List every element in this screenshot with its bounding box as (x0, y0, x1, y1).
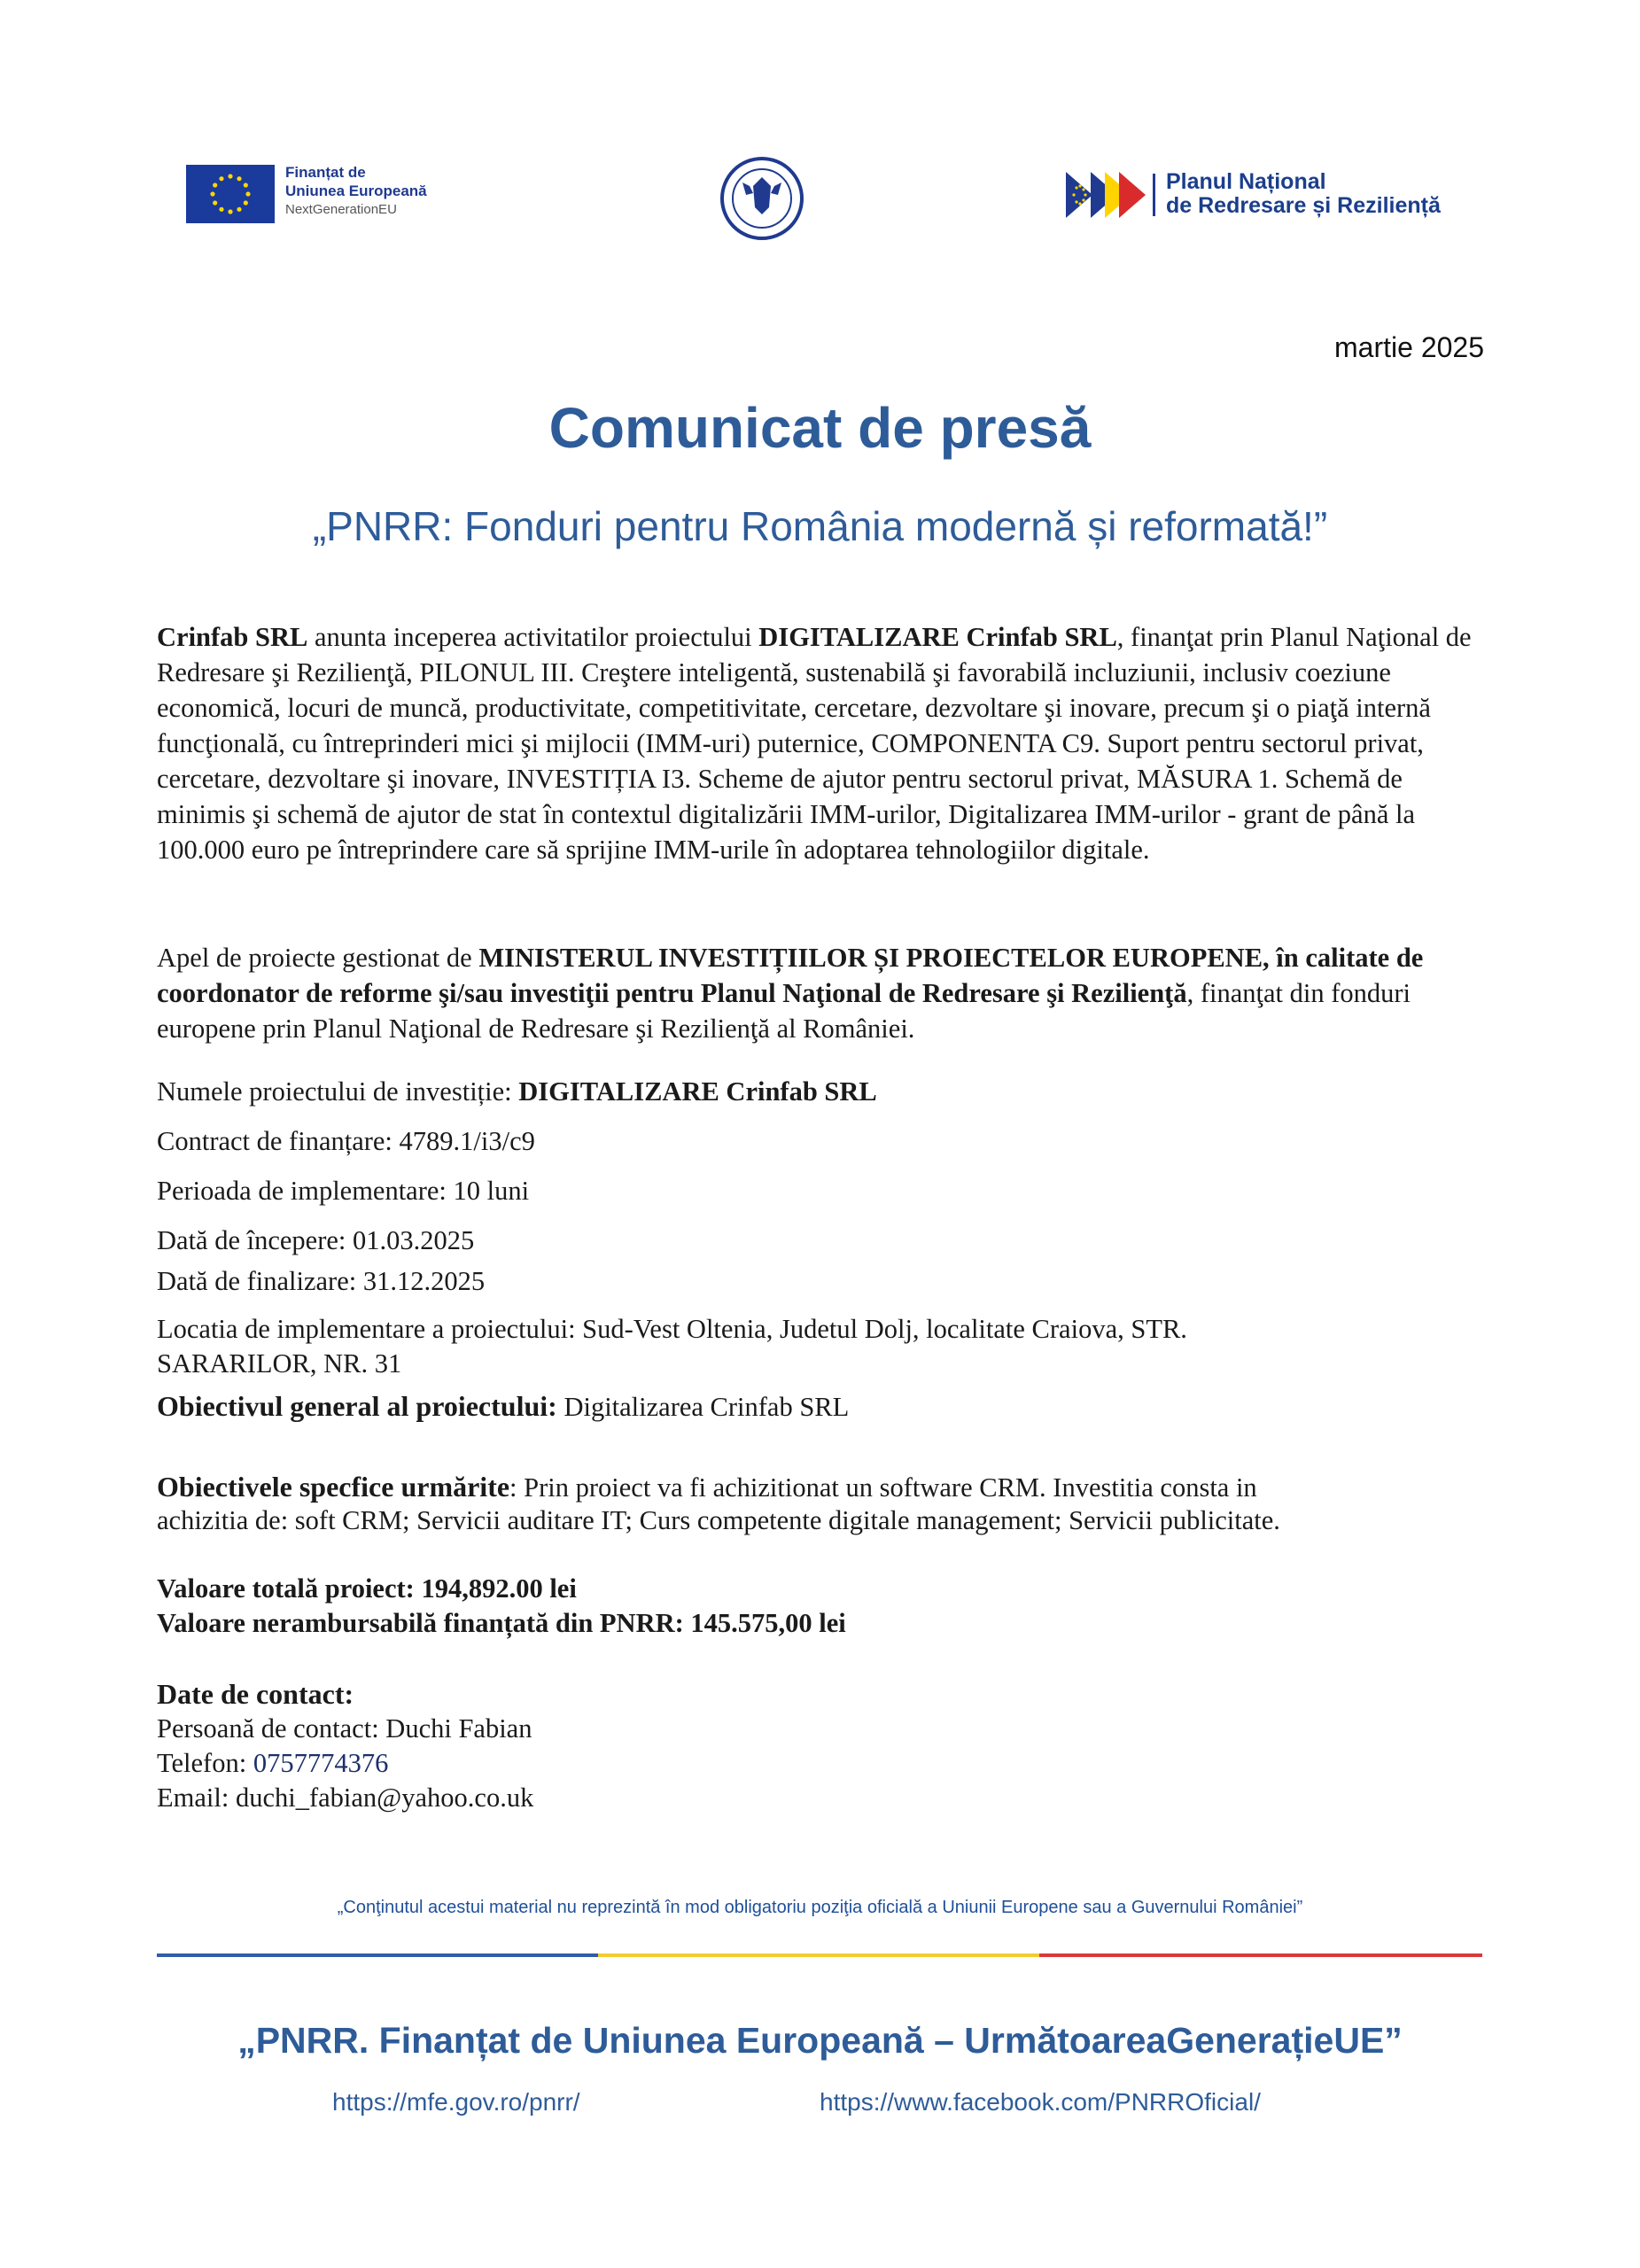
eu-star (213, 183, 217, 187)
eu-star (228, 209, 232, 214)
pnrr-logo-line2: de Redresare și Reziliență (1166, 193, 1441, 218)
eu-funding-logo-text (285, 163, 427, 219)
period-line: Perioada de implementare: 10 luni (157, 1176, 530, 1206)
eu-logo-line2: Uniunea Europeană (285, 183, 427, 199)
start-date-line: Dată de începere: 01.03.2025 (157, 1225, 475, 1255)
general-objective-line (157, 1388, 849, 1425)
contact-phone-line (157, 1746, 388, 1782)
eu-star (219, 176, 223, 181)
intro-paragraph (157, 620, 1490, 868)
eu-star (244, 200, 248, 205)
footer-stripe-red (1039, 1953, 1482, 1957)
eu-logo-line1: Finanțat de (285, 164, 366, 181)
eu-star (237, 176, 241, 181)
intro-text-a: anunta inceperea activitatilor proiectului (307, 622, 759, 652)
eu-star (245, 191, 250, 196)
specific-objectives-line-2: achizitia de: soft CRM; Servicii auditare IT; Curs competente digitale management; Servicii publicitate. (157, 1505, 1280, 1535)
footer-stripe-blue (157, 1953, 598, 1957)
contract-line: Contract de finanțare: 4789.1/i3/c9 (157, 1126, 535, 1156)
contact-heading: Date de contact: (157, 1678, 354, 1710)
specific-objectives-line-1 (157, 1469, 1257, 1506)
eu-star (237, 207, 241, 212)
page-title: Comunicat de presă (548, 396, 1092, 460)
contact-phone-link[interactable]: 0757774376 (253, 1748, 389, 1778)
footer-stripe-yellow (598, 1953, 1039, 1957)
pnrr-mark-icon (1066, 168, 1158, 221)
grant-value-line: Valoare nerambursabilă finanțată din PNRR: 145.575,00 lei (157, 1608, 846, 1638)
location-line-2: SARARILOR, NR. 31 (157, 1348, 402, 1379)
project-name-value: DIGITALIZARE Crinfab SRL (518, 1076, 877, 1107)
pnrr-logo-line1: Planul Național (1166, 169, 1326, 194)
project-name-line (157, 1075, 877, 1110)
eu-star (219, 207, 223, 212)
guvernul-romaniei-seal-icon (719, 156, 804, 241)
facebook-pnrr-link[interactable]: https://www.facebook.com/PNRROficial/ (820, 2088, 1261, 2116)
call-text-a: Apel de proiecte gestionat de (157, 943, 479, 973)
call-text-b: , finanţat din fonduri europene prin Planul Naţional de Redresare şi Rezilienţă al României. (157, 977, 1411, 1044)
eu-logo-line3: NextGenerationEU (285, 202, 397, 217)
eu-star (213, 200, 217, 205)
footer-slogan: „PNRR. Finanțat de Uniunea Europeană – UrmătoareaGenerațieUE” (237, 2020, 1403, 2061)
eu-flag-icon (186, 165, 275, 223)
call-paragraph (157, 941, 1490, 1047)
page-subtitle: „PNRR: Fonduri pentru România modernă și reformată!” (312, 503, 1328, 549)
project-name-label: Numele proiectului de investiție: (157, 1076, 519, 1107)
pnrr-logo-text (1166, 170, 1441, 218)
specific-objectives-label: Obiectivele specfice urmărite (157, 1471, 510, 1503)
mfe-pnrr-link[interactable]: https://mfe.gov.ro/pnrr/ (332, 2088, 580, 2116)
intro-text-b: , finanţat prin Planul Naţional de Redresare şi Rezilienţă, PILONUL III. Creştere inteligentă, sustenabilă şi favorabilă incluziunii, inclusiv coeziune economică, locuri de muncă, productivitate, competitivitate, cercetare, dezvoltare şi inovare, precum şi o piaţă internă funcţională, cu întreprinderi mici şi mijlocii (IMM-uri) puternice, COMPONENTA C9. Suport pentru sectorul privat, cercetare, dezvoltare şi inovare, INVESTIȚIA I3. Scheme de ajutor pentru sectorul privat, MĂSURA 1. Schemă de minimis şi schemă de ajutor de stat în contextul digitalizării IMM-urilor, Digitalizarea IMM-urilor - grant de până la 100.000 euro pe întreprindere care să sprijine IMM-urile în adoptarea tehnologiilor digitale. (157, 622, 1472, 865)
disclaimer-text: „Conţinutul acestui material nu reprezintă în mod obligatoriu poziţia oficială a Uniunii Europene sau a Guvernului României” (337, 1898, 1303, 1917)
end-date-line: Dată de finalizare: 31.12.2025 (157, 1266, 486, 1296)
total-value-line: Valoare totală proiect: 194,892.00 lei (157, 1573, 577, 1604)
company-name: Crinfab SRL (157, 622, 308, 652)
eu-star (244, 183, 248, 187)
contact-email: Email: duchi_fabian@yahoo.co.uk (157, 1783, 534, 1813)
location-line-1: Locatia de implementare a proiectului: Sud-Vest Oltenia, Judetul Dolj, localitate Craiova, STR. (157, 1314, 1187, 1344)
contact-phone-label: Telefon: (157, 1748, 253, 1778)
project-name: DIGITALIZARE Crinfab SRL (758, 622, 1117, 652)
ministry-name: MINISTERUL INVESTIȚIILOR ȘI PROIECTELOR EUROPENE, în calitate de coordonator de reforme şi/sau investiţii pentru Planul Naţional de Redresare şi Rezilienţă (157, 943, 1424, 1008)
eu-star (228, 174, 232, 178)
specific-objectives-value: : Prin proiect va fi achizitionat un software CRM. Investitia consta in (509, 1472, 1257, 1503)
contact-person: Persoană de contact: Duchi Fabian (157, 1713, 532, 1744)
eu-star (210, 191, 214, 196)
general-objective-value: Digitalizarea Crinfab SRL (556, 1392, 850, 1422)
general-objective-label: Obiectivul general al proiectului: (157, 1390, 557, 1422)
press-date: martie 2025 (1334, 331, 1484, 363)
